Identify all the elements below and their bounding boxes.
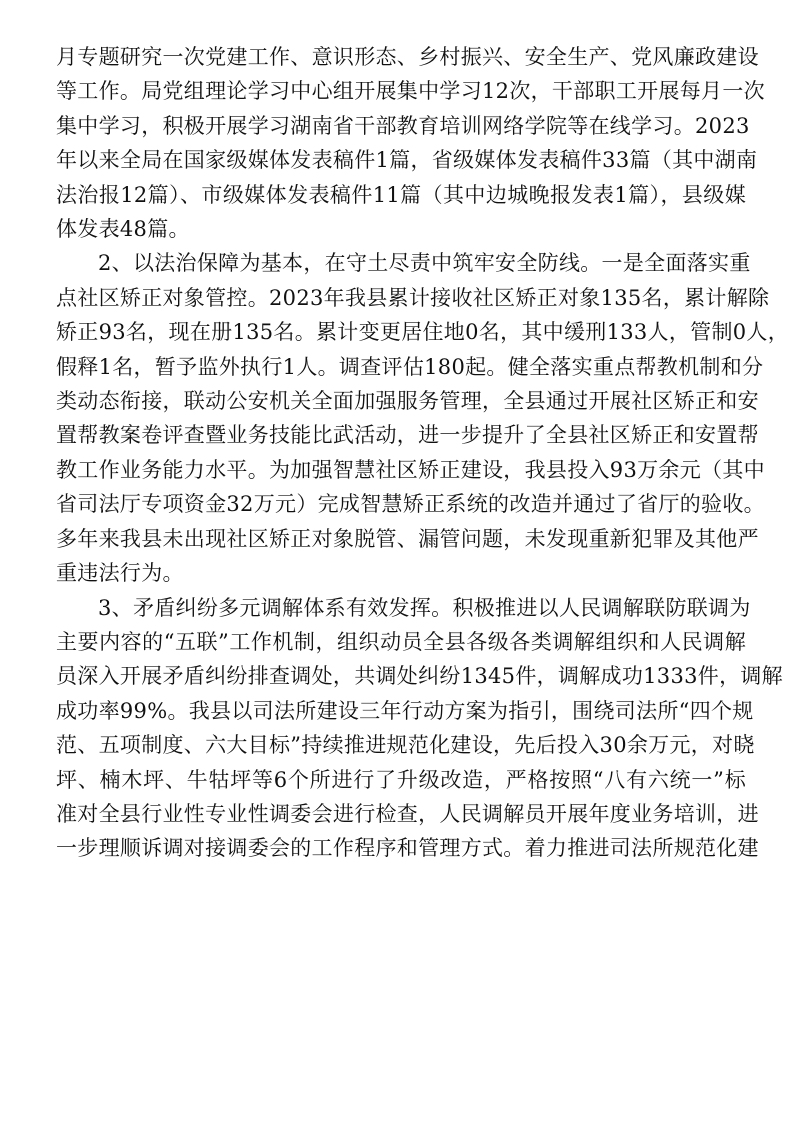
text-line: 教工作业务能力水平。为加强智慧社区矫正建设，我县投入93万余元（其中 [56, 457, 765, 482]
text-line: 假释1名，暂予监外执行1人。调查评估180起。健全落实重点帮教机制和分 [56, 354, 764, 379]
paragraph-section-2 [56, 246, 790, 590]
document-body [56, 40, 790, 866]
text-line: 3、矛盾纠纷多元调解体系有效发挥。积极推进以人民调解联防联调为 [98, 595, 751, 620]
text-line: 一步理顺诉调对接调委会的工作程序和管理方式。着力推进司法所规范化建 [56, 836, 759, 861]
text-line: 置帮教案卷评查暨业务技能比武活动，进一步提升了全县社区矫正和安置帮 [56, 423, 759, 448]
text-line: 体发表48篇。 [56, 217, 190, 242]
paragraph-intro-continuation [56, 40, 765, 246]
text-line: 省司法厅专项资金32万元）完成智慧矫正系统的改造并通过了省厅的验收。 [56, 492, 765, 517]
text-line: 点社区矫正对象管控。2023年我县累计接收社区矫正对象135名，累计解除 [56, 285, 770, 310]
text-line: 矫正93名，现在册135名。累计变更居住地0名，其中缓刑133人，管制0人， [56, 320, 790, 345]
text-line: 集中学习，积极开展学习湖南省干部教育培训网络学院等在线学习。2023 [56, 113, 750, 138]
text-line: 月专题研究一次党建工作、意识形态、乡村振兴、安全生产、党风廉政建设 [56, 45, 759, 69]
text-line: 年以来全局在国家级媒体发表稿件1篇，省级媒体发表稿件33篇（其中湖南 [56, 148, 758, 173]
text-line: 2、以法治保障为基本，在守土尽责中筑牢安全防线。一是全面落实重 [98, 251, 751, 276]
text-line: 主要内容的“五联”工作机制，组织动员全县各级各类调解组织和人民调解 [56, 629, 746, 654]
text-line: 坪、楠木坪、牛牯坪等6个所进行了升级改造，严格按照“八有六统一”标 [56, 767, 746, 792]
text-line: 成功率99%。我县以司法所建设三年行动方案为指引，围绕司法所“四个规 [56, 698, 754, 723]
text-line: 准对全县行业性专业性调委会进行检查，人民调解员开展年度业务培训，进 [56, 801, 759, 826]
text-line: 等工作。局党组理论学习中心组开展集中学习12次，干部职工开展每月一次 [56, 79, 765, 104]
text-line: 类动态衔接，联动公安机关全面加强服务管理，全县通过开展社区矫正和安 [56, 389, 759, 414]
text-line: 范、五项制度、六大目标”持续推进规范化建设，先后投入30余万元，对晓 [56, 733, 755, 758]
paragraph-section-3 [56, 591, 783, 866]
text-line: 员深入开展矛盾纠纷排查调处，共调处纠纷1345件，调解成功1333件，调解 [56, 664, 783, 689]
text-line: 法治报12篇）、市级媒体发表稿件11篇（其中边城晚报发表1篇），县级媒 [56, 182, 746, 207]
text-line: 多年来我县未出现社区矫正对象脱管、漏管问题，未发现重新犯罪及其他严 [56, 526, 759, 551]
text-line: 重违法行为。 [56, 561, 184, 586]
